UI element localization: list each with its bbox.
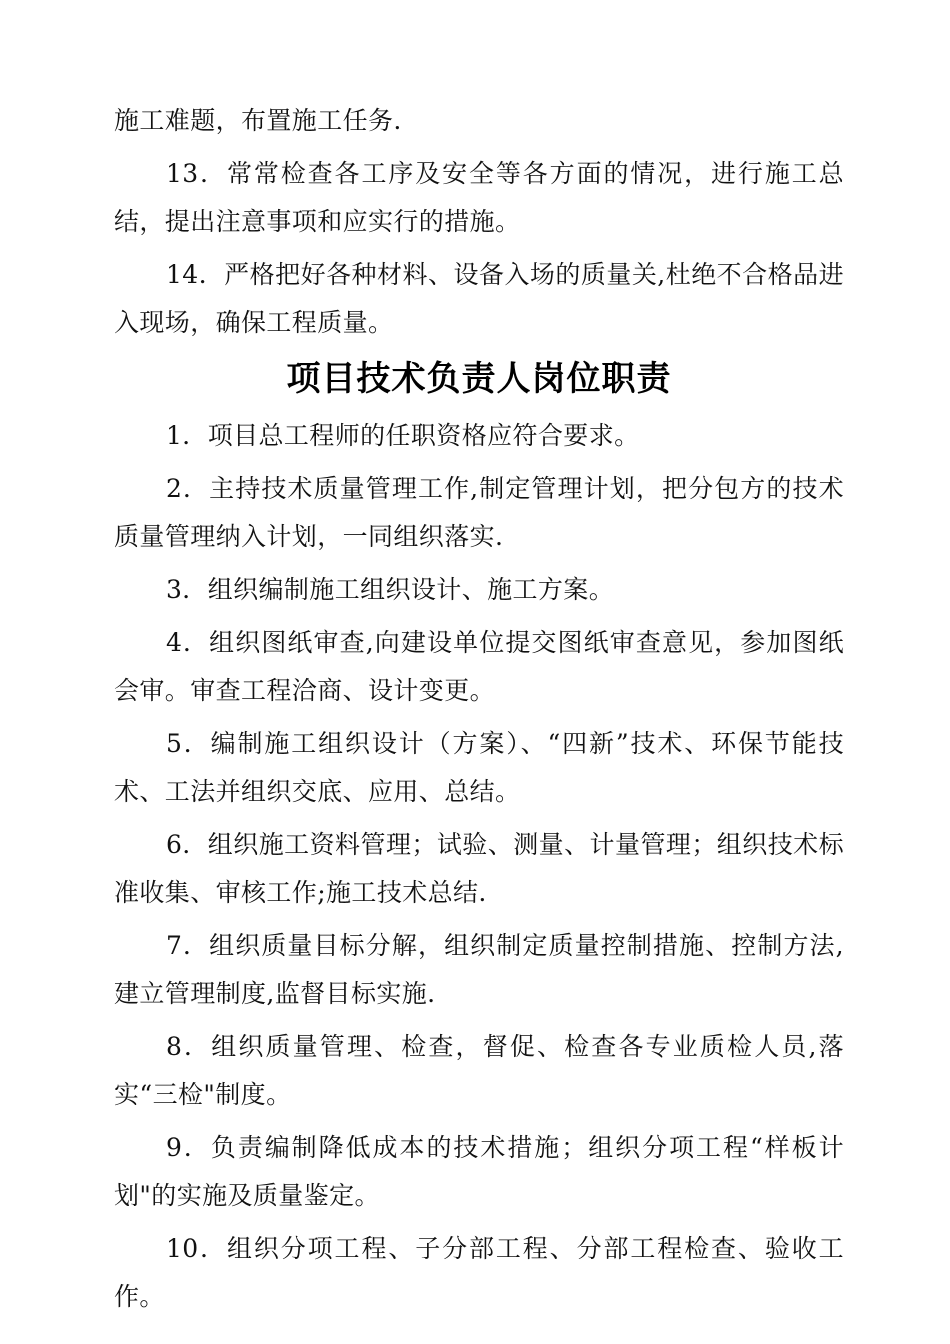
paragraph-item-1: 1．项目总工程师的任职资格应符合要求。 <box>166 421 640 450</box>
paragraph-item-6: 6．组织施工资料管理；试验、测量、计量管理；组织技术标准收集、审核工作;施工技术总结. <box>114 830 844 907</box>
paragraph-item-14: 14．严格把好各种材料、设备入场的质量关,杜绝不合格品进入现场，确保工程质量。 <box>114 260 844 337</box>
section-title: 项目技术负责人岗位职责 <box>286 359 672 399</box>
paragraph-item-3: 3．组织编制施工组织设计、施工方案。 <box>166 575 615 604</box>
paragraph-item-2: 2．主持技术质量管理工作,制定管理计划，把分包方的技术质量管理纳入计划，一同组织落实. <box>114 474 844 551</box>
paragraph-item-4: 4．组织图纸审查,向建设单位提交图纸审查意见，参加图纸会审。审查工程洽商、设计变更。 <box>114 628 844 705</box>
paragraph-item-5: 5．编制施工组织设计（方案）、“四新”技术、环保节能技术、工法并组织交底、应用、总结。 <box>114 729 844 806</box>
paragraph-item-7: 7．组织质量目标分解，组织制定质量控制措施、控制方法,建立管理制度,监督目标实施. <box>114 931 844 1008</box>
document-body <box>114 97 844 1326</box>
paragraph-item-10: 10．组织分项工程、子分部工程、分部工程检查、验收工作。 <box>114 1234 844 1311</box>
paragraph-item-8: 8．组织质量管理、检查，督促、检查各专业质检人员,落实“三检"制度。 <box>114 1032 844 1109</box>
paragraph-item-9: 9．负责编制降低成本的技术措施；组织分项工程“样板计划"的实施及质量鉴定。 <box>114 1133 844 1210</box>
paragraph-continuation: 施工难题，布置施工任务. <box>114 106 402 135</box>
paragraph-item-13: 13．常常检查各工序及安全等各方面的情况，进行施工总结，提出注意事项和应实行的措施。 <box>114 159 844 236</box>
